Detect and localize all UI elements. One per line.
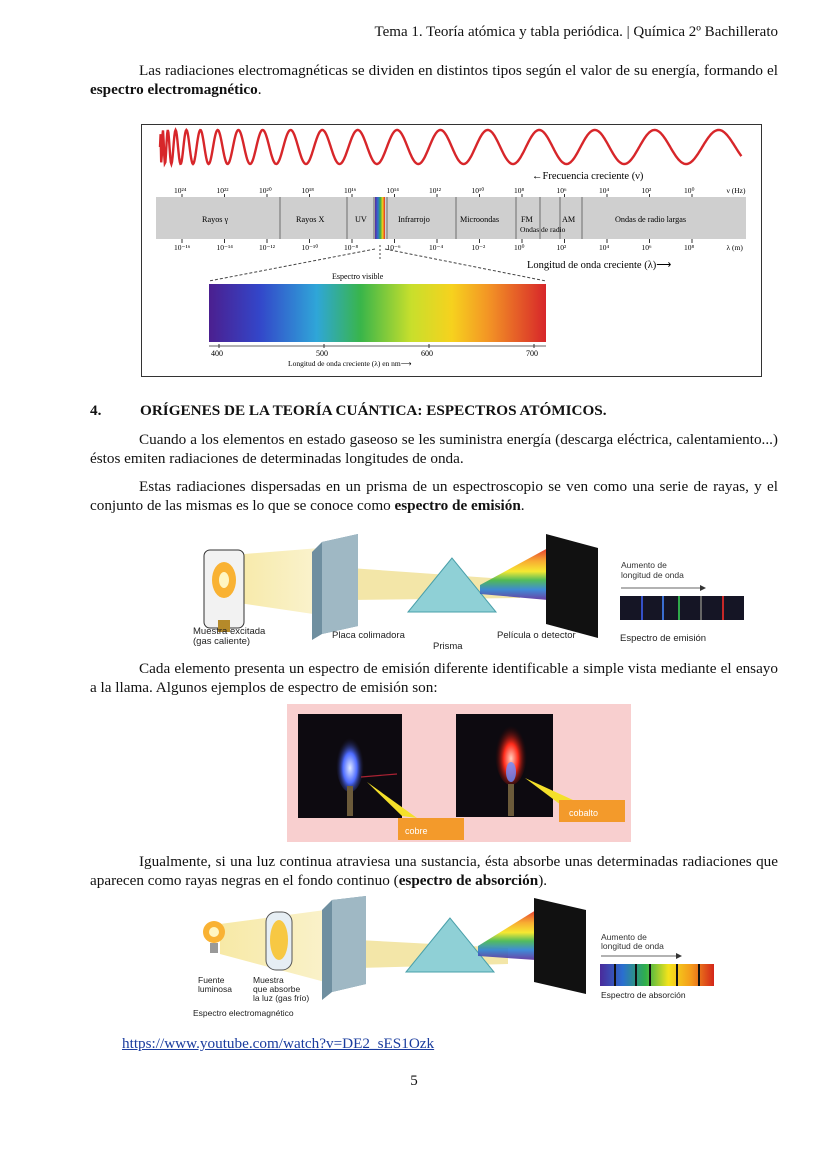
section-number: 4. bbox=[90, 402, 102, 419]
abs-arrow-head bbox=[676, 953, 682, 959]
line-blue-2 bbox=[662, 596, 664, 620]
abs-line-2 bbox=[635, 964, 637, 986]
freq-tick-label: 10⁴ bbox=[599, 186, 610, 195]
p4-bold: espectro de absorción bbox=[398, 872, 539, 889]
p4-text: Igualmente, si una luz continua atraviesa una sustancia, ésta absorbe unas determinadas radiaciones que aparecen como rayas negras en el fondo continuo ( bbox=[90, 853, 778, 889]
band-label: FM bbox=[521, 215, 533, 224]
intro-bold: espectro electromagnético bbox=[90, 81, 258, 98]
absorption-spectrum-label: Espectro de absorción bbox=[601, 990, 686, 1000]
emission-svg bbox=[190, 530, 750, 655]
flame-test-figure bbox=[287, 704, 631, 842]
abs-sample-label-2: que absorbe bbox=[253, 984, 301, 994]
wavelength-ticks bbox=[174, 239, 743, 252]
band-label: AM bbox=[562, 215, 576, 224]
intro-end: . bbox=[257, 81, 262, 98]
line-red bbox=[722, 596, 724, 620]
freq-tick-label: 10¹⁰ bbox=[471, 186, 485, 195]
freq-tick-label: 10²² bbox=[216, 186, 229, 195]
band-label: Rayos γ bbox=[202, 215, 229, 224]
flame-svg bbox=[287, 704, 631, 842]
wavelength-tick-label: 10⁻⁶ bbox=[386, 243, 401, 252]
freq-tick-label: 10¹⁸ bbox=[301, 186, 314, 195]
dash-right bbox=[385, 249, 546, 281]
paragraph-2 bbox=[90, 477, 778, 515]
prism-label: Prisma bbox=[433, 641, 463, 652]
youtube-link[interactable]: https://www.youtube.com/watch?v=DE2_sES1Ozk bbox=[122, 1035, 435, 1052]
section-title: ORÍGENES DE LA TEORÍA CUÁNTICA: ESPECTROS ATÓMICOS. bbox=[140, 402, 607, 419]
paragraph-3: Cada elemento presenta un espectro de emisión diferente identificable a simple vista mediante el ensayo a la llama. Algunos ejemplos de espectro de emisión son: bbox=[90, 660, 778, 696]
left-flame-label: cobre bbox=[405, 826, 428, 836]
emission-spectrum-strip bbox=[620, 596, 744, 620]
visible-band bbox=[375, 197, 385, 239]
wavelength-tick-label: 10⁻¹⁶ bbox=[174, 243, 191, 252]
page-header: Tema 1. Teoría atómica y tabla periódica. | Química 2º Bachillerato bbox=[374, 24, 778, 40]
sample-label-2: (gas caliente) bbox=[193, 636, 251, 647]
section-heading bbox=[90, 402, 607, 420]
abs-increase-label-1: Aumento de bbox=[601, 932, 647, 942]
em-spectrum-figure bbox=[141, 124, 762, 377]
source-label-1: Fuente bbox=[198, 975, 225, 985]
visible-tick-label: 600 bbox=[421, 349, 433, 358]
band-label: Rayos X bbox=[296, 215, 325, 224]
blue-flame bbox=[336, 732, 364, 792]
band-label: UV bbox=[355, 215, 367, 224]
absorption-figure bbox=[190, 896, 730, 1021]
absorption-spectrum-strip bbox=[600, 964, 714, 986]
em-spectrum-svg bbox=[142, 125, 761, 376]
intro-paragraph bbox=[90, 61, 778, 99]
freq-tick-label: 10¹⁶ bbox=[344, 186, 357, 195]
freq-tick-label: 10⁶ bbox=[556, 186, 567, 195]
freq-tick-label: 10¹² bbox=[429, 186, 441, 195]
dispersed-light bbox=[480, 548, 548, 600]
band-label: Ondas de radio largas bbox=[615, 215, 687, 224]
absorption-svg bbox=[190, 896, 730, 1021]
line-grey bbox=[700, 596, 702, 620]
visible-spectrum bbox=[209, 284, 546, 342]
wavelength-tick-label: 10⁶ bbox=[641, 243, 652, 252]
arrow-head bbox=[700, 585, 706, 591]
abs-sample-label-1: Muestra bbox=[253, 975, 284, 985]
abs-caption: Espectro electromagnético bbox=[193, 1008, 294, 1018]
freq-tick-label: 10⁰ bbox=[684, 186, 695, 195]
abs-dispersed-light bbox=[478, 910, 536, 960]
freq-tick-label: 10² bbox=[641, 186, 652, 195]
sample-label: Muestra excitada bbox=[193, 626, 266, 637]
wavelength-tick-label: 10⁴ bbox=[599, 243, 610, 252]
wavelength-tick-label: 10⁻⁸ bbox=[344, 243, 359, 252]
line-blue bbox=[641, 596, 643, 620]
freq-tick-label: 10²⁴ bbox=[174, 186, 187, 195]
band-label: Infrarrojo bbox=[398, 215, 430, 224]
freq-ticks bbox=[174, 186, 746, 197]
p2-text: Estas radiaciones dispersadas en un prisma de un espectroscopio se ven como una serie de rayas, y el conjunto de las mismas es lo que se conoce como bbox=[90, 478, 778, 514]
increase-label-1: Aumento de bbox=[621, 560, 667, 570]
page-number: 5 bbox=[410, 1073, 418, 1089]
visible-tick-label: 500 bbox=[316, 349, 328, 358]
left-burner bbox=[347, 786, 353, 816]
band-label: Microondas bbox=[460, 215, 500, 224]
p4-end: ). bbox=[538, 872, 548, 889]
detector-plate bbox=[546, 534, 598, 638]
right-flame-label: cobalto bbox=[569, 808, 599, 818]
wavelength-tick-label: 10⁻² bbox=[471, 243, 486, 252]
abs-line-1 bbox=[614, 964, 616, 986]
detector-label: Película o detector bbox=[497, 630, 576, 641]
freq-tick-label: 10²⁰ bbox=[259, 186, 272, 195]
intro-text: Las radiaciones electromagnéticas se dividen en distintos tipos según el valor de su energía, formando el bbox=[139, 62, 778, 79]
wavelength-tick-label: 10² bbox=[556, 243, 567, 252]
freq-tick-label: 10¹⁴ bbox=[386, 186, 399, 195]
plate-label: Placa colimadora bbox=[332, 630, 405, 641]
freq-tick-label: 10⁸ bbox=[514, 186, 525, 195]
abs-line-5 bbox=[698, 964, 700, 986]
collimator-face bbox=[322, 534, 358, 634]
red-flame-core bbox=[506, 762, 516, 782]
wavelength-tick-label: 10⁻⁴ bbox=[429, 243, 444, 252]
glow-core bbox=[219, 572, 229, 588]
source-label-2: luminosa bbox=[198, 984, 233, 994]
light-source-base bbox=[210, 943, 218, 953]
wave-path bbox=[160, 130, 741, 164]
freq-tick-label: ν (Hz) bbox=[726, 186, 746, 195]
wavelength-label: Longitud de onda creciente (λ)⟶ bbox=[527, 260, 672, 271]
wavelength-tick-label: 10⁻¹² bbox=[259, 243, 275, 252]
p2-bold: espectro de emisión bbox=[394, 497, 521, 514]
wavelength-tick-label: λ (m) bbox=[726, 243, 743, 252]
p2-end: . bbox=[520, 497, 525, 514]
emission-spectrum-label: Espectro de emisión bbox=[620, 633, 707, 644]
wavelength-tick-label: 10⁸ bbox=[684, 243, 695, 252]
abs-line-4 bbox=[676, 964, 678, 986]
visible-tick-label: 400 bbox=[211, 349, 223, 358]
paragraph-4 bbox=[90, 852, 778, 890]
visible-axis-label: Longitud de onda creciente (λ) en nm⟶ bbox=[288, 359, 412, 368]
emission-figure bbox=[190, 530, 750, 655]
light-beam-1 bbox=[232, 548, 320, 615]
abs-detector-plate bbox=[534, 898, 586, 994]
freq-label: ←Frecuencia creciente (ν) bbox=[532, 171, 644, 182]
wavelength-tick-label: 10⁻¹⁰ bbox=[301, 243, 319, 252]
wavelength-tick-label: 10⁻¹⁴ bbox=[216, 243, 233, 252]
right-burner bbox=[508, 784, 514, 816]
abs-line-3 bbox=[649, 964, 651, 986]
increase-label-2: longitud de onda bbox=[621, 570, 684, 580]
paragraph-1: Cuando a los elementos en estado gaseoso se les suministra energía (descarga eléctrica, calentamiento...) éstos emiten radiaciones de determinadas longitudes de onda. bbox=[90, 431, 778, 467]
visible-tick-label: 700 bbox=[526, 349, 538, 358]
abs-sample-label-3: la luz (gas frío) bbox=[253, 993, 310, 1003]
visible-title: Espectro visible bbox=[332, 272, 384, 281]
light-source-core bbox=[209, 927, 219, 937]
cold-gas-icon bbox=[270, 920, 288, 960]
radio-label: Ondas de radio bbox=[520, 225, 566, 234]
abs-increase-label-2: longitud de onda bbox=[601, 941, 664, 951]
wavelength-tick-label: 10⁰ bbox=[514, 243, 525, 252]
line-green bbox=[678, 596, 680, 620]
abs-collimator-face bbox=[332, 896, 366, 992]
